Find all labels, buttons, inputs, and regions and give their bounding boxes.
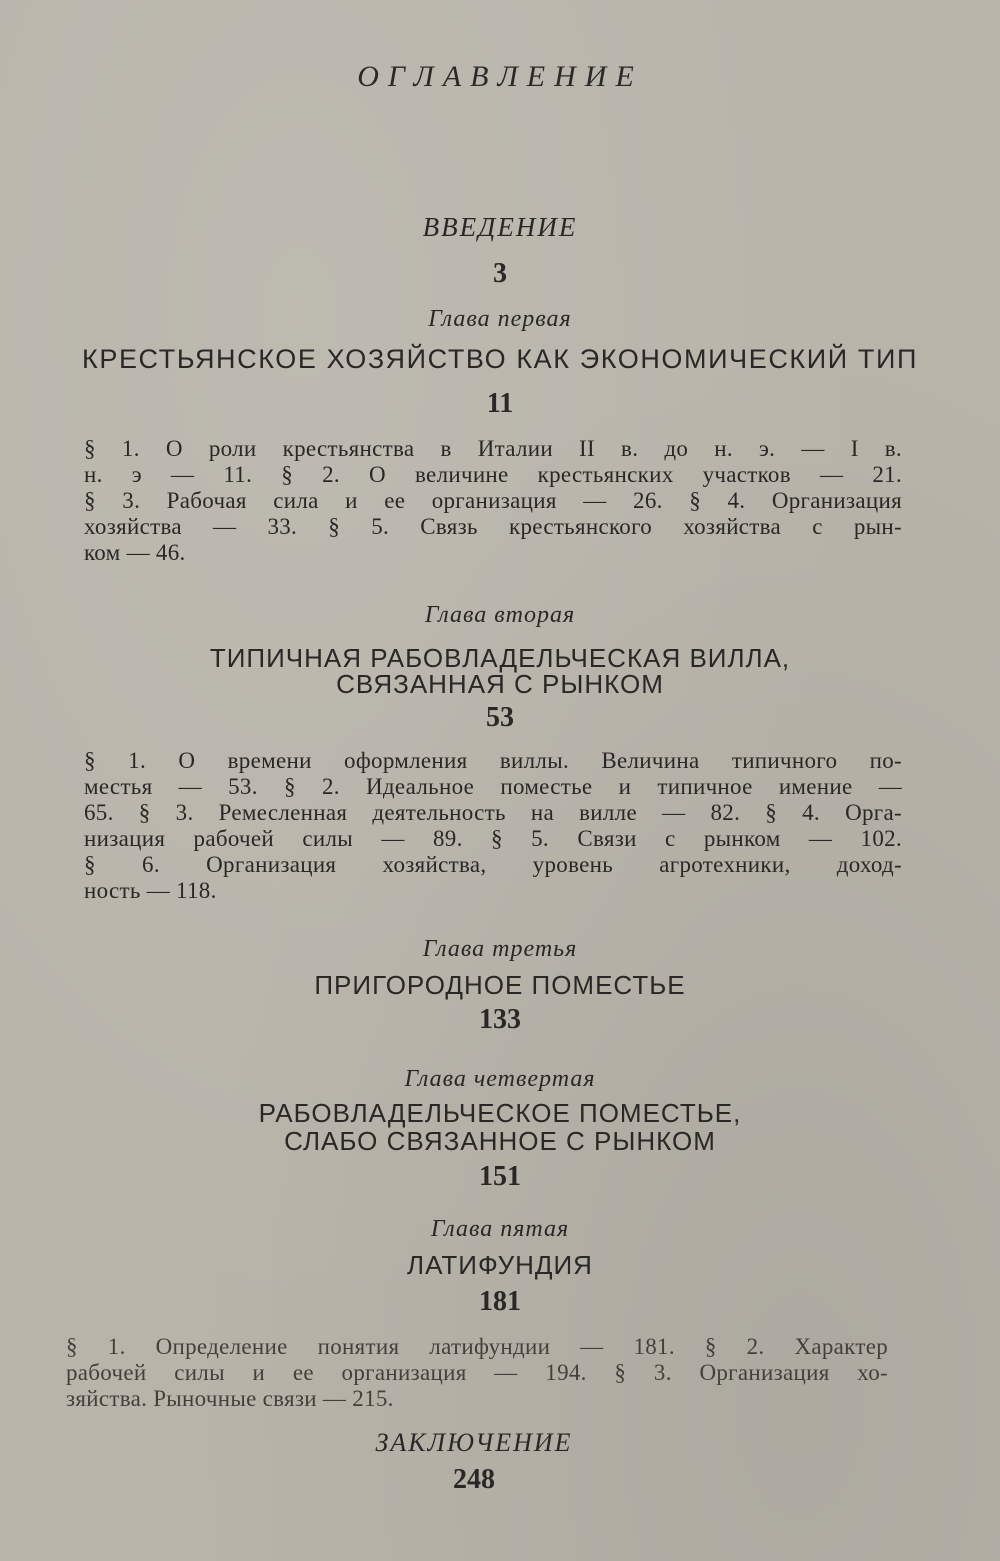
chapter-3-page-number: 133 <box>479 1004 521 1035</box>
chapter-1-sections-line: ком — 46. <box>84 540 186 565</box>
chapter-1-sections <box>84 436 902 566</box>
chapter-2-label: Глава вторая <box>424 602 576 628</box>
chapter-1-title: КРЕСТЬЯНСКОЕ ХОЗЯЙСТВО КАК ЭКОНОМИЧЕСКИЙ ТИП <box>82 344 918 374</box>
chapter-2-title-line-1: ТИПИЧНАЯ РАБОВЛАДЕЛЬЧЕСКАЯ ВИЛЛА, <box>209 643 791 673</box>
chapter-2-sections <box>84 748 902 904</box>
chapter-5-sections-line: зяйства. Рыночные связи — 215. <box>66 1386 394 1411</box>
chapter-5-sections-line: рабочей силы и ее организация — 194. § 3. Организация хо- <box>66 1360 888 1385</box>
chapter-5-label: Глава пятая <box>430 1216 570 1242</box>
chapter-1-sections-line: § 3. Рабочая сила и ее организация — 26. § 4. Организация <box>84 488 902 513</box>
chapter-2-sections-line: 65. § 3. Ремесленная деятельность на вилле — 82. § 4. Орга- <box>84 800 902 825</box>
chapter-4-title-line-1: РАБОВЛАДЕЛЬЧЕСКОЕ ПОМЕСТЬЕ, <box>258 1098 742 1128</box>
chapter-3-title: ПРИГОРОДНОЕ ПОМЕСТЬЕ <box>314 970 686 1000</box>
chapter-1-sections-line: н. э — 11. § 2. О величине крестьянских участков — 21. <box>84 462 902 487</box>
conclusion-heading: ЗАКЛЮЧЕНИЕ <box>375 1428 573 1457</box>
chapter-1-label: Глава первая <box>428 306 572 332</box>
chapter-4-label: Глава четвертая <box>404 1066 596 1092</box>
chapter-5-page-number: 181 <box>479 1286 521 1317</box>
chapter-5-sections-line: § 1. Определение понятия латифундии — 181. § 2. Характер <box>66 1334 888 1359</box>
chapter-5-title: ЛАТИФУНДИЯ <box>407 1250 593 1280</box>
chapter-1-sections-line: § 1. О роли крестьянства в Италии II в. до н. э. — I в. <box>84 436 902 461</box>
chapter-2-sections-line: ность — 118. <box>84 878 217 903</box>
page-title: ОГЛАВЛЕНИЕ <box>357 60 643 93</box>
chapter-2-sections-line: § 6. Организация хозяйства, уровень агротехники, доход- <box>84 852 902 877</box>
chapter-5-sections <box>66 1334 888 1412</box>
chapter-2-sections-line: низация рабочей силы — 89. § 5. Связи с рынком — 102. <box>84 826 902 851</box>
chapter-1-page-number: 11 <box>486 388 514 419</box>
chapter-1-sections-line: хозяйства — 33. § 5. Связь крестьянского хозяйства с рын- <box>84 514 902 539</box>
intro-page-number: 3 <box>493 258 507 289</box>
chapter-2-title-line-2: СВЯЗАННАЯ С РЫНКОМ <box>336 669 664 699</box>
chapter-2-page-number: 53 <box>486 702 514 733</box>
chapter-2-sections-line: местья — 53. § 2. Идеальное поместье и типичное имение — <box>84 774 902 799</box>
intro-heading: ВВЕДЕНИЕ <box>422 212 578 242</box>
chapter-4-title-line-2: СЛАБО СВЯЗАННОЕ С РЫНКОМ <box>284 1126 716 1156</box>
chapter-3-label: Глава третья <box>422 936 578 962</box>
chapter-2-sections-line: § 1. О времени оформления виллы. Величина типичного по- <box>84 748 902 773</box>
chapter-4-page-number: 151 <box>479 1161 521 1192</box>
conclusion-page-number: 248 <box>453 1464 495 1495</box>
